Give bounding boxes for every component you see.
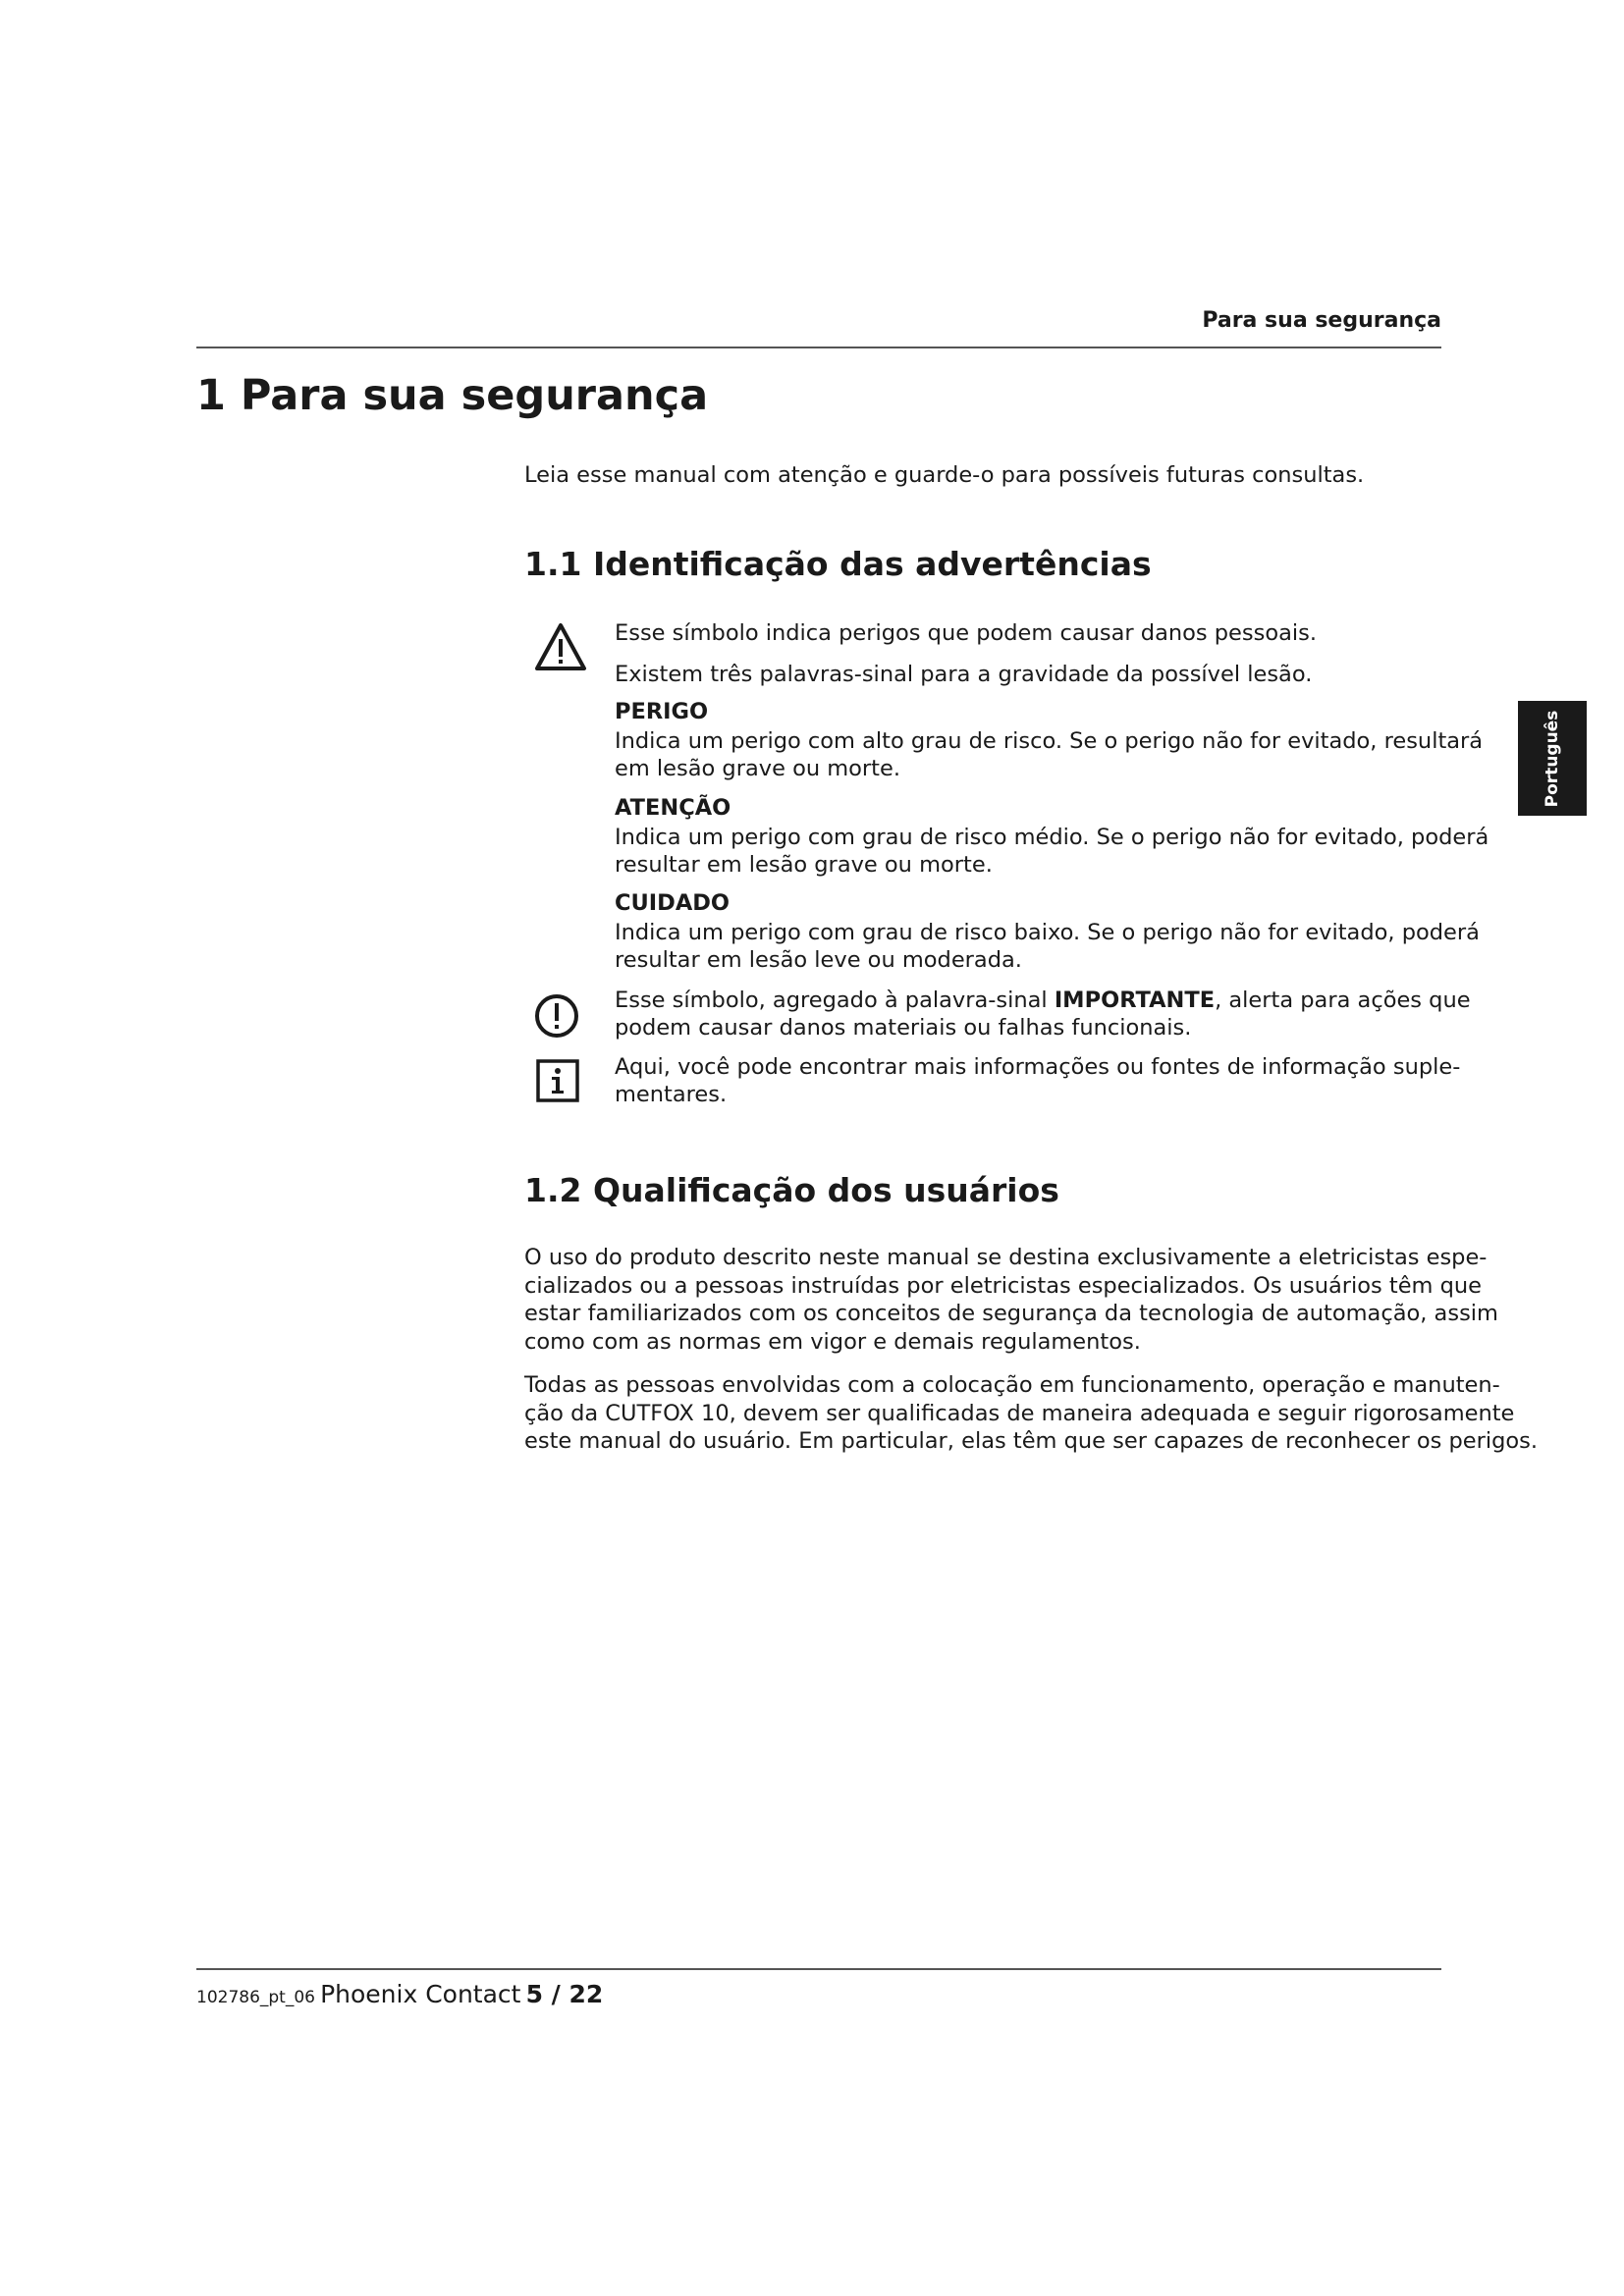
chapter-intro: Leia esse manual com atenção e guarde-o para possíveis futuras consultas.	[524, 462, 1365, 488]
brand-name: Phoenix Contact	[320, 1980, 521, 2008]
signal-words-intro: Existem três palavras-sinal para a gravidade da possível lesão.	[615, 662, 1313, 687]
info-text-line1: Aqui, você pode encontrar mais informações ou fontes de informação suple-	[615, 1054, 1461, 1080]
important-pre: Esse símbolo, agregado à palavra-sinal	[615, 988, 1055, 1013]
footer-rule	[196, 1968, 1441, 1970]
info-text-line2: mentares.	[615, 1082, 728, 1107]
atencao-desc-line1: Indica um perigo com grau de risco médio. Se o perigo não for evitado, poderá	[615, 825, 1489, 850]
chapter-title: 1 Para sua segurança	[196, 371, 709, 420]
signal-word-atencao: ATENÇÃO	[615, 795, 731, 821]
language-tab	[1518, 701, 1587, 816]
section-title-1-2: 1.2 Qualificação dos usuários	[524, 1171, 1059, 1209]
paragraph-line: O uso do produto descrito neste manual se destina exclusivamente a eletricistas espe-	[524, 1245, 1488, 1270]
important-text-line2: podem causar danos materiais ou falhas funcionais.	[615, 1015, 1192, 1041]
info-icon	[536, 1059, 579, 1102]
atencao-desc-line2: resultar em lesão grave ou morte.	[615, 852, 993, 878]
perigo-desc-line1: Indica um perigo com alto grau de risco. Se o perigo não for evitado, resultará	[615, 728, 1484, 754]
perigo-desc-line2: em lesão grave ou morte.	[615, 756, 900, 781]
important-text-line1	[615, 987, 1471, 1015]
paragraph-line: este manual do usuário. Em particular, elas têm que ser capazes de reconhecer os perigos.	[524, 1428, 1539, 1454]
doc-code: 102786_pt_06	[196, 1988, 315, 2007]
paragraph-line: cializados ou a pessoas instruídas por eletricistas especializados. Os usuários têm que	[524, 1272, 1483, 1299]
language-tab-label: Português	[1543, 710, 1562, 807]
cuidado-desc-line2: resultar em lesão leve ou moderada.	[615, 947, 1022, 973]
important-post: , alerta para ações que	[1215, 988, 1471, 1013]
footer	[196, 1980, 603, 2008]
important-keyword: IMPORTANTE	[1054, 988, 1216, 1013]
important-exclamation-icon	[534, 993, 579, 1039]
section-title-1-1: 1.1 Identificação das advertências	[524, 545, 1152, 583]
signal-word-perigo: PERIGO	[615, 699, 709, 724]
qualification-paragraph-1	[524, 1244, 1498, 1356]
paragraph-line: como com as normas em vigor e demais regulamentos.	[524, 1328, 1141, 1355]
header-rule	[196, 347, 1441, 348]
paragraph-line: ção da CUTFOX 10, devem ser qualificadas de maneira adequada e seguir rigorosamente	[524, 1400, 1515, 1426]
qualification-paragraph-2	[524, 1371, 1538, 1456]
warning-triangle-icon	[534, 622, 587, 671]
page-number: 5 / 22	[525, 1980, 604, 2008]
paragraph-line: estar familiarizados com os conceitos de segurança da tecnologia de automação, assim	[524, 1301, 1498, 1326]
signal-word-cuidado: CUIDADO	[615, 890, 731, 916]
cuidado-desc-line1: Indica um perigo com grau de risco baixo. Se o perigo não for evitado, poderá	[615, 920, 1480, 945]
paragraph-line: Todas as pessoas envolvidas com a colocação em funcionamento, operação e manuten-	[524, 1372, 1500, 1398]
running-header: Para sua segurança	[1202, 308, 1441, 333]
warning-symbol-text: Esse símbolo indica perigos que podem causar danos pessoais.	[615, 620, 1318, 646]
